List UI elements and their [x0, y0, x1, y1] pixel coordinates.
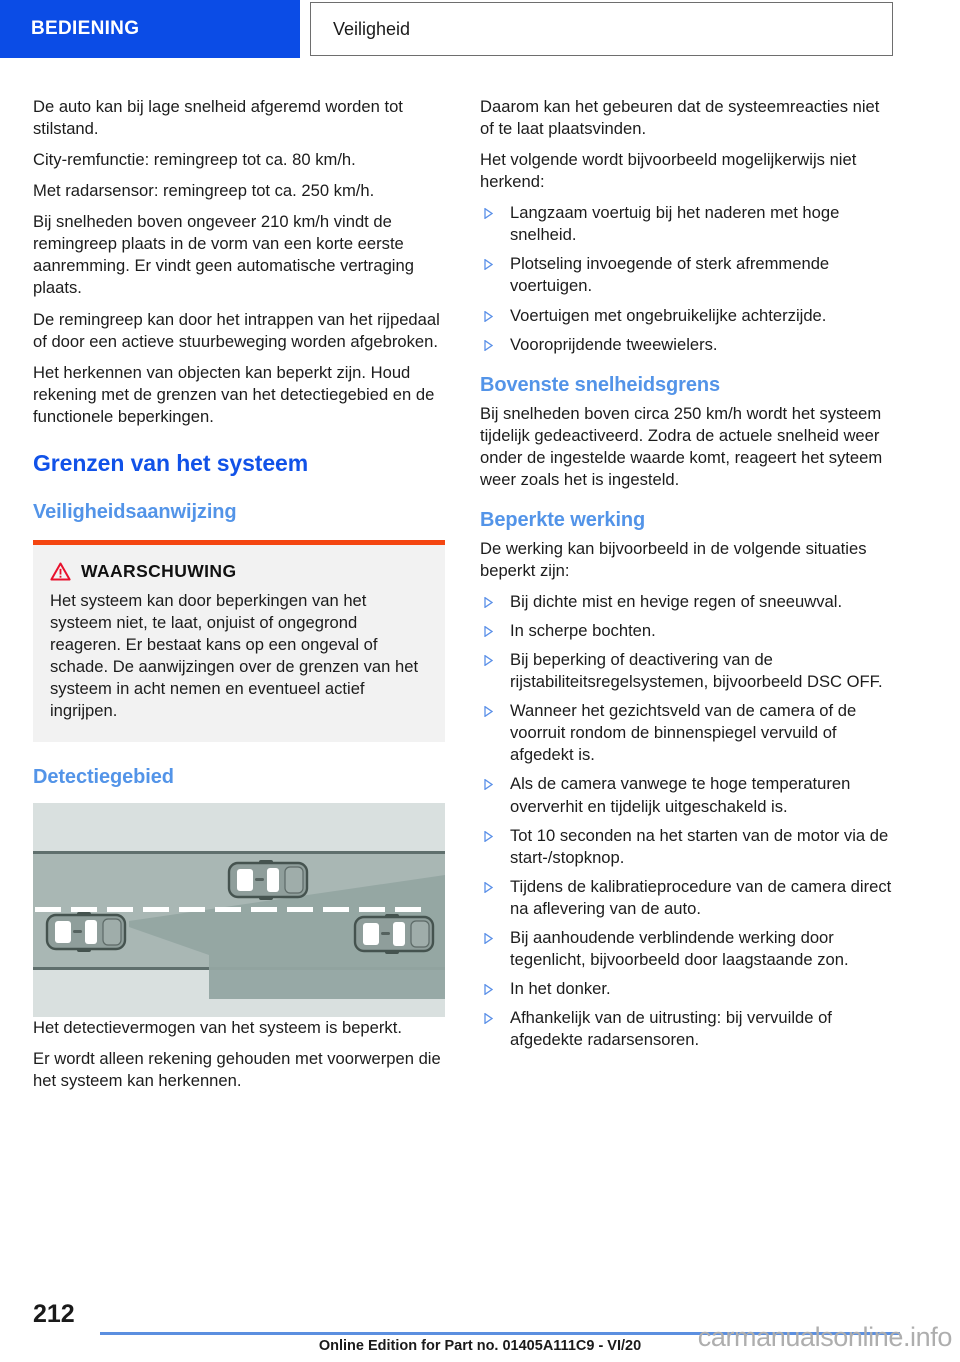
heading-detectiegebied: Detectiegebied — [33, 766, 174, 789]
detection-area-diagram — [33, 803, 445, 1017]
right-column — [480, 96, 892, 1058]
warning-header — [50, 561, 428, 582]
triangle-bullet-icon — [484, 655, 493, 666]
paragraph: Het detectievermogen van het systeem is beperkt. — [33, 1018, 402, 1038]
paragraph: Het herkennen van objecten kan beperkt zijn. Houd rekening met de grenzen van het detectiegebied en de functionele beperkingen. — [33, 362, 435, 426]
list-item-label: Bij beperking of deactivering van de rijstabiliteitsregelsystemen, bijvoorbeeld DSC OFF. — [510, 650, 883, 692]
heading-grenzen-van-het-systeem: Grenzen van het systeem — [33, 449, 309, 476]
list-item — [480, 591, 892, 613]
triangle-bullet-icon — [484, 933, 493, 944]
paragraph: De werking kan bijvoorbeeld in de volgende situaties beperkt zijn: — [480, 538, 867, 580]
footer-edition-note: Online Edition for Part no. 01405A111C9 - VI/20 — [318, 1338, 642, 1354]
left-column — [33, 96, 445, 1101]
paragraph: De auto kan bij lage snelheid afgeremd worden tot stilstand. — [33, 97, 403, 139]
heading-bovenste-snelheidsgrens: Bovenste snelheidsgrens — [480, 373, 721, 396]
triangle-bullet-icon — [484, 597, 493, 608]
triangle-bullet-icon — [484, 831, 493, 842]
triangle-bullet-icon — [484, 311, 493, 322]
list-item — [480, 1007, 892, 1051]
header-chapter-banner — [0, 0, 300, 58]
list-item — [480, 825, 892, 869]
paragraph: De remingreep kan door het intrappen van het rijpedaal of door een actieve stuurbeweging worden afgebroken. — [33, 309, 440, 351]
list-item-label: Tot 10 seconden na het starten van de motor via de start-/stopknop. — [510, 825, 889, 867]
list-item-label: Bij dichte mist en hevige regen of sneeuwval. — [510, 592, 843, 611]
triangle-bullet-icon — [484, 208, 493, 219]
warning-triangle-icon — [50, 562, 71, 581]
list-item-label: Plotseling invoegende of sterk afremmende voertuigen. — [510, 254, 830, 296]
bullet-list-limited-operation — [480, 591, 892, 1051]
list-item-label: In het donker. — [510, 978, 611, 998]
page-header — [0, 0, 960, 62]
header-section-label: Veiligheid — [333, 18, 411, 39]
list-item-label: Vooroprijdende tweewielers. — [510, 334, 718, 354]
list-item-label: Langzaam voertuig bij het naderen met hoge snelheid. — [510, 203, 840, 245]
heading-beperkte-werking: Beperkte werking — [480, 508, 646, 531]
list-item-label: Afhankelijk van de uitrusting: bij vervuilde of afgedekte radarsensoren. — [510, 1008, 832, 1050]
triangle-bullet-icon — [484, 882, 493, 893]
triangle-bullet-icon — [484, 626, 493, 637]
paragraph: Met radarsensor: remingreep tot ca. 250 km/h. — [33, 181, 375, 201]
list-item — [480, 620, 892, 642]
list-item-label: Bij aanhoudende verblindende werking door tegenlicht, bijvoorbeeld door laagstaande zon. — [510, 927, 849, 969]
triangle-bullet-icon — [484, 984, 493, 995]
list-item — [480, 773, 892, 817]
header-section-box — [310, 2, 893, 56]
paragraph: Het volgende wordt bijvoorbeeld mogelijkerwijs niet herkend: — [480, 150, 857, 192]
warning-box — [33, 540, 445, 742]
list-item-label: Als de camera vanwege te hoge temperaturen oververhit en tijdelijk uitgeschakeld is. — [510, 774, 851, 816]
bullet-list-not-recognized — [480, 202, 892, 355]
list-item — [480, 334, 892, 356]
triangle-bullet-icon — [484, 1013, 493, 1024]
vehicle-ahead-upper-icon — [229, 860, 307, 900]
list-item — [480, 253, 892, 297]
triangle-bullet-icon — [484, 259, 493, 270]
site-watermark: carmanualsonline.info — [697, 1322, 952, 1352]
paragraph: Daarom kan het gebeuren dat de systeemreacties niet of te laat plaatsvinden. — [480, 97, 880, 139]
list-item — [480, 649, 892, 693]
list-item — [480, 978, 892, 1000]
triangle-bullet-icon — [484, 706, 493, 717]
warning-text: Het systeem kan door beperkingen van het systeem niet, te laat, onjuist of ongegrond reageren. Er bestaat kans op een ongeval of schade. De aanwijzingen over de grenzen van het systeem in acht nemen en eventueel actief ingrijpen. — [50, 590, 419, 721]
list-item-label: In scherpe bochten. — [510, 621, 656, 641]
list-item — [480, 305, 892, 327]
ego-car-icon — [47, 912, 125, 952]
list-item-label: Wanneer het gezichtsveld van de camera of de voorruit rondom de binnenspiegel vervuild of afgedekt is. — [510, 701, 857, 765]
list-item-label: Tijdens de kalibratieprocedure van de camera direct na aflevering van de auto. — [510, 876, 892, 918]
list-item — [480, 876, 892, 920]
list-item-label: Voertuigen met ongebruikelijke achterzijde. — [510, 305, 827, 325]
header-chapter-label: BEDIENING — [31, 18, 140, 39]
list-item — [480, 202, 892, 246]
paragraph: Bij snelheden boven ongeveer 210 km/h vindt de remingreep plaats in de vorm van een korte eerste aanremming. Er vindt geen automatische vertraging plaats. — [33, 212, 414, 298]
triangle-bullet-icon — [484, 779, 493, 790]
list-item — [480, 927, 892, 971]
heading-veiligheidsaanwijzing: Veiligheidsaanwijzing — [33, 500, 237, 523]
warning-title: WAARSCHUWING — [81, 560, 237, 581]
paragraph: Bij snelheden boven circa 250 km/h wordt het systeem tijdelijk gedeactiveerd. Zodra de actuele snelheid weer onder de ingestelde waarde komt, reageert het syteem weer zoals het is ingesteld. — [480, 403, 883, 489]
paragraph: Er wordt alleen rekening gehouden met voorwerpen die het systeem kan herkennen. — [33, 1049, 441, 1091]
triangle-bullet-icon — [484, 340, 493, 351]
list-item — [480, 700, 892, 766]
vehicle-ahead-lower-icon — [355, 914, 433, 954]
paragraph: City-remfunctie: remingreep tot ca. 80 km/h. — [33, 150, 356, 170]
page-number: 212 — [33, 1300, 75, 1328]
